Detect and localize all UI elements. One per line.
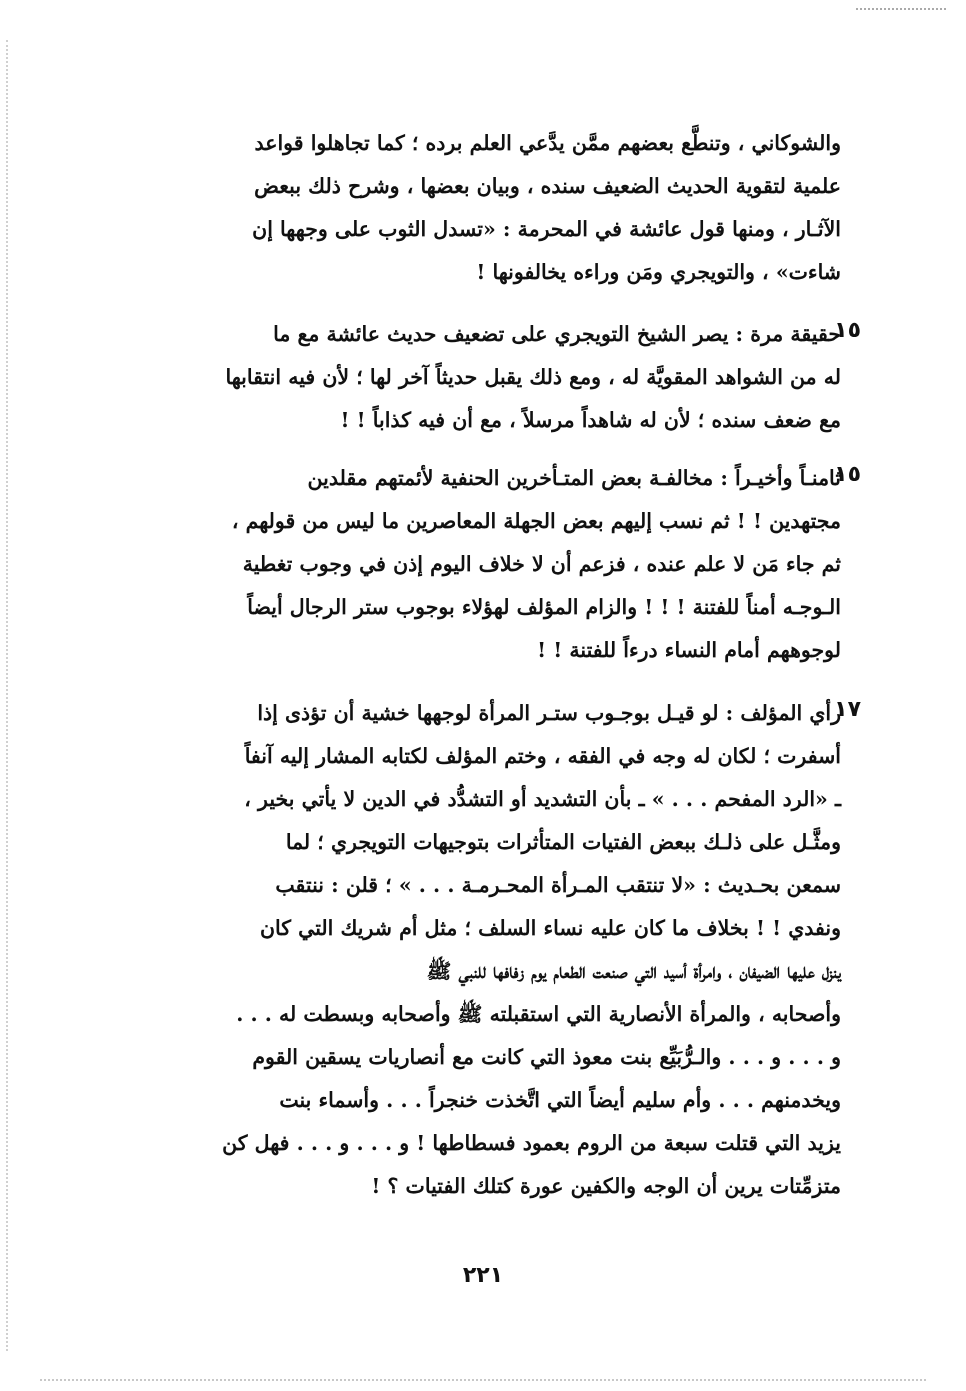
text-line: ـ «الرد المفحم . . . » ـ بأن التشديد أو التشدُّد في الدين لا يأتي بخير ، [244,787,841,811]
paragraph-ray-almuallif [191,692,841,1208]
text-line: أسفرت ؛ لكان له وجه في الفقه ، وختم المؤلف لكتابه المشار إليه آنفاً [244,744,841,768]
text-line: مجتهدين ! ! ثم نسب إليهم بعض الجهلة المعاصرين ما ليس من قولهم ، [231,509,841,533]
text-line: وأصحابه ، والمرأة الأنصارية التي استقبلته ﷺ وأصحابه وبسطت له . . . [236,1002,841,1026]
text-line: علمية لتقوية الحديث الضعيف سنده ، وبيان بعضها ، وشرح ذلك ببعض [254,174,841,198]
reference-number: ١٥ [834,462,861,487]
text-line: والشوكاني ، وتنطَّع بعضهم ممَّن يدَّعي العلم برده ؛ كما تجاهلوا قواعد [254,131,841,155]
text-line: ثامنـاً وأخيـراً : مخالفـة بعض المتـأخرين الحنفية لأئمتهم مقلدين [307,466,841,490]
text-line: ونفدي ! ! بخلاف ما كان عليه نساء السلف ؛ مثل أم شريك التي كان [259,916,841,940]
paragraph-continuation [191,122,841,294]
text-line: شاءت» ، والتويجري ومَن وراءه يخالفونها ! [476,260,841,284]
scan-edge-dots [6,40,10,1351]
paragraph-thamina [191,457,841,672]
text-line: حقيقة مرة : يصر الشيخ التويجري على تضعيف حديث عائشة مع ما [273,322,841,346]
scan-edge-dots [856,8,946,14]
text-line: يزيد التي قتلت سبعة من الروم بعمود فسطاطها ! و . . . و . . . فهل كن [222,1131,841,1155]
text-line: متزمِّتات يرين أن الوجه والكفين عورة كتلك الفتيات ؟ ! [371,1174,841,1198]
paragraph-haqiqa-murra [191,313,841,442]
page-number: ٢٢١ [462,1263,504,1288]
text-line: مع ضعف سنده ؛ لأن له شاهداً مرسلاً ، مع أن فيه كذاباً ! ! [340,408,841,432]
text-line: ثم جاء مَن لا علم عنده ، فزعم أن لا خلاف اليوم إذن في وجوب تغطية [242,552,841,576]
text-line: له من الشواهد المقويَّة له ، ومع ذلك يقبل حديثاً آخر لها ؛ لأن فيه انتقابها [225,365,841,389]
text-line: سمعن بحـديث : «لا تنتقب المـرأة المحـرمـة . . . » ؛ قلن : ننتقب [275,873,841,897]
text-line: الـوجـه أمناً للفتنة ! ! ! والزام المؤلف لهؤلاء بوجوب ستر الرجال أيضاً [247,595,841,619]
scan-edge-dots [40,1375,926,1381]
text-line: و . . . و . . . والـرُّبَيِّع بنت معوذ التي كانت مع أنصاريات يسقين القوم [252,1045,841,1069]
reference-number: ١٥ [834,318,861,343]
text-line: الآثـار ، ومنها قول عائشة في المحرمة : «تسدل الثوب على وجهها إن [252,217,841,241]
text-line: رأي المؤلف : لو قيـل بوجـوب ستـر المرأة لوجهها خشية أن تؤذى إذا [257,701,841,725]
text-line: ويخدمنهم . . . وأم سليم أيضاً التي اتَّخذت خنجراً . . . وأسماء بنت [279,1088,841,1112]
text-line: ومثَّـل على ذلـك ببعض الفتيات المتأثرات بتوجيهات التويجري ؛ لما [285,830,841,854]
text-line: ينزل عليها الضيفان ، وامرأة أسيد التي صنعت الطعام يوم زفافها للنبي ﷺ [426,959,841,983]
text-line: لوجوههم أمام النساء درءاً للفتنة ! ! [537,638,841,662]
reference-number: ١٧ [834,697,861,722]
